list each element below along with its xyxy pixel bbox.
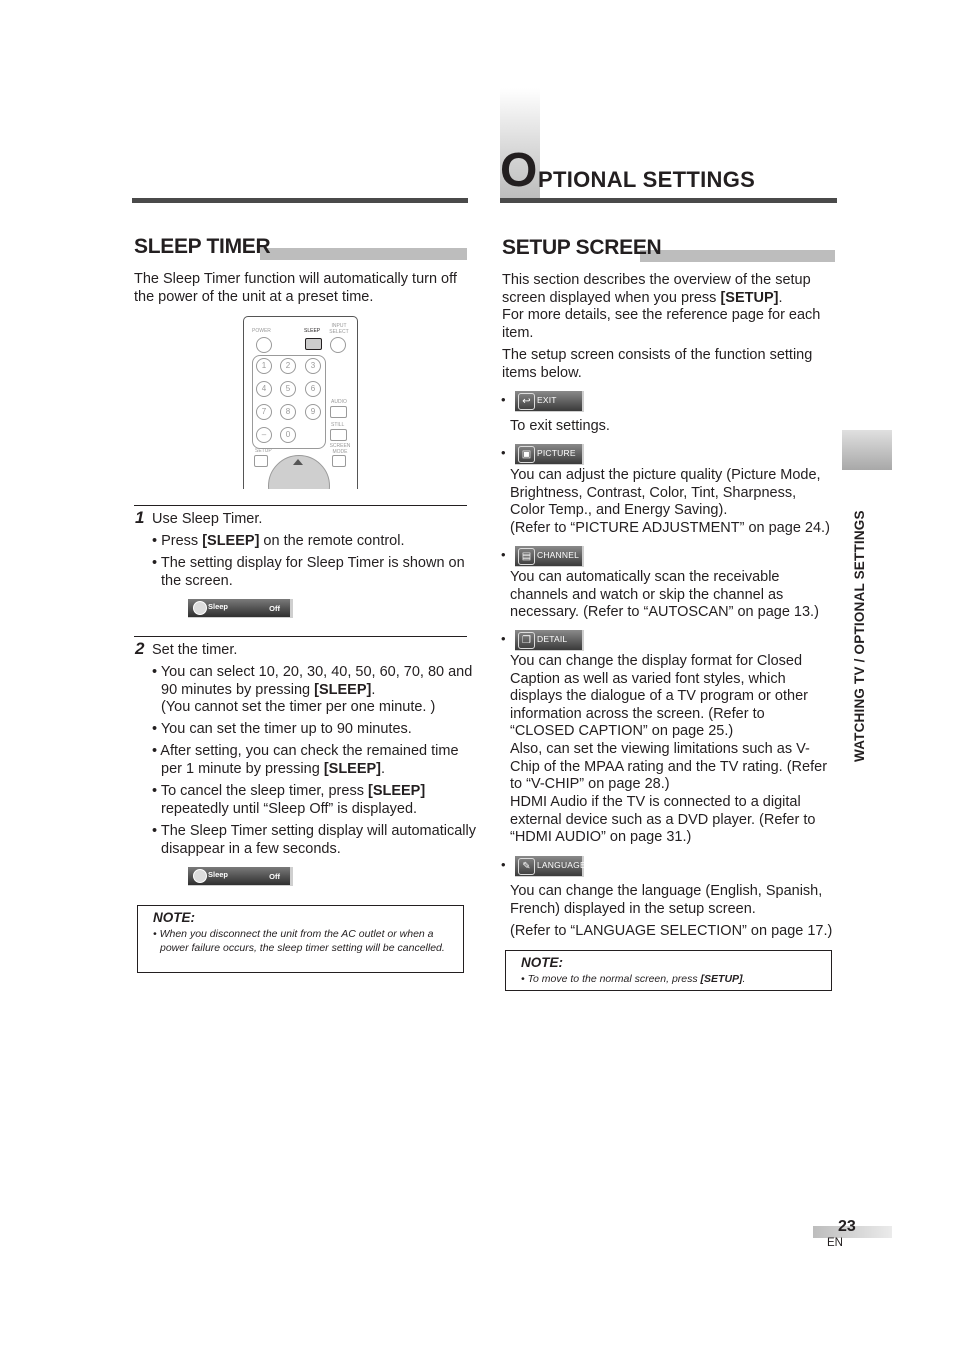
channel-icon: ▤ [518, 548, 535, 565]
step2-rule [134, 636, 467, 637]
remote-audio-label: AUDIO [331, 399, 347, 405]
bullet: • [501, 392, 506, 407]
remote-setup-button [254, 455, 268, 467]
remote-screen-mode-label: SCREEN MODE [329, 443, 351, 455]
sleep-timer-note-box [137, 905, 464, 973]
sleep-osd-display-2 [188, 867, 293, 886]
remote-key-1: 1 [256, 358, 272, 374]
detail-desc-3: HDMI Audio if the TV is connected to a digital external device such as a DVD player. (Refer to “HDMI AUDIO” on page 31.) [510, 794, 816, 846]
remote-key-5: 5 [280, 381, 296, 397]
setup-screen-consists: The setup screen consists of the function setting items below. [502, 347, 813, 381]
step1-rule [134, 505, 467, 506]
title-rule-left [132, 198, 468, 203]
remote-key-4: 4 [256, 381, 272, 397]
remote-control-illustration [243, 316, 358, 489]
sleep-clock-icon [193, 869, 207, 883]
remote-key-6: 6 [305, 381, 321, 397]
detail-icon: ❐ [518, 632, 535, 649]
sleep-timer-intro: The Sleep Timer function will automatically turn off the power of the unit at a preset time. [134, 271, 457, 305]
sleep-osd-display-1 [188, 599, 293, 618]
remote-power-label: POWER [252, 328, 271, 334]
osd-sleep-value: Off [269, 872, 280, 881]
picture-desc: You can adjust the picture quality (Picture Mode, Brightness, Contrast, Color, Tint, Sharpness, Color Temp., and Energy Saving). [510, 467, 821, 519]
setup-item-label: DETAIL [537, 634, 568, 644]
remote-key-0: 0 [280, 427, 296, 443]
osd-sleep-label: Sleep [208, 602, 229, 611]
remote-power-button [256, 337, 272, 353]
setup-item-label: PICTURE [537, 448, 576, 458]
setup-item-label: EXIT [537, 395, 557, 405]
side-tab-marker [842, 430, 892, 470]
channel-desc: You can automatically scan the receivable channels and watch or skip the channel as necessary. (Refer to “AUTOSCAN” on page 13.) [510, 569, 819, 621]
step2-bullet-1: • You can select 10, 20, 30, 40, 50, 60, 70, 80 and 90 minutes by pressing [SLEEP]. (You cannot set the timer per one minute. ) [152, 664, 473, 716]
step2-number: 2 [135, 639, 145, 658]
remote-audio-button [330, 406, 347, 418]
bullet: • [501, 445, 506, 460]
language-icon: ✎ [518, 858, 535, 875]
picture-icon: ▣ [518, 446, 535, 463]
sleep-timer-heading-bar [260, 248, 467, 260]
setup-item-picture [515, 444, 584, 465]
remote-setup-label: SETUP [255, 448, 272, 454]
remote-screen-mode-button [332, 455, 346, 467]
osd-sleep-label: Sleep [208, 870, 229, 879]
exit-desc: To exit settings. [510, 418, 610, 434]
bullet: • [501, 547, 506, 562]
step1-text: Use Sleep Timer. [152, 511, 263, 527]
remote-key-3: 3 [305, 358, 321, 374]
setup-item-language [515, 856, 584, 877]
note-text: • When you disconnect the unit from the AC outlet or when a power failure occurs, the sleep timer setting will be cancelled. [153, 928, 445, 954]
setup-screen-heading-bar [640, 250, 835, 262]
bullet: • [501, 857, 506, 872]
remote-input-select-button [330, 337, 346, 353]
step2-bullet-4: • To cancel the sleep timer, press [SLEEP] repeatedly until “Sleep Off” is displayed. [152, 783, 426, 817]
side-tab-label [838, 470, 886, 770]
remote-sleep-label: SLEEP [304, 328, 321, 334]
bullet: • [501, 631, 506, 646]
picture-ref: (Refer to “PICTURE ADJUSTMENT” on page 24.) [510, 520, 830, 536]
remote-input-select-label: INPUT SELECT [329, 323, 349, 335]
sleep-clock-icon [193, 601, 207, 615]
setup-screen-intro: This section describes the overview of the setup screen displayed when you press [SETUP]. [502, 272, 811, 306]
step2-bullet-5: • The Sleep Timer setting display will automatically disappear in a few seconds. [152, 823, 476, 857]
page-title: PTIONAL SETTINGS [538, 167, 756, 192]
language-desc: You can change the language (English, Spanish, French) displayed in the setup screen. [510, 883, 823, 917]
remote-still-label: STILL [331, 422, 345, 428]
sleep-timer-heading: SLEEP TIMER [134, 235, 271, 258]
setup-screen-details: For more details, see the reference page for each item. [502, 307, 821, 341]
step2-bullet-3: • After setting, you can check the remained time per 1 minute by pressing [SLEEP]. [152, 743, 459, 777]
side-tab-text: WATCHING TV / OPTIONAL SETTINGS [852, 510, 867, 762]
note-heading: NOTE: [153, 910, 195, 925]
step1-number: 1 [135, 508, 145, 527]
step1-bullet-2: • The setting display for Sleep Timer is shown on the screen. [152, 555, 465, 589]
step1-bullet-1: • Press [SLEEP] on the remote control. [152, 533, 405, 549]
remote-still-button [330, 429, 347, 441]
step2-text: Set the timer. [152, 642, 238, 658]
title-initial: O [500, 144, 538, 197]
setup-item-label: CHANNEL [537, 550, 580, 560]
remote-key-8: 8 [280, 404, 296, 420]
note-text: • To move to the normal screen, press [SETUP]. [521, 973, 746, 985]
setup-item-detail [515, 630, 584, 651]
exit-icon: ↩ [518, 393, 535, 410]
page-language: EN [827, 1237, 843, 1249]
page-number: 23 [838, 1218, 856, 1235]
remote-key-dash: – [256, 427, 272, 443]
osd-sleep-value: Off [269, 604, 280, 613]
setup-item-channel [515, 546, 584, 567]
step2-bullet-2: • You can set the timer up to 90 minutes. [152, 721, 412, 737]
remote-key-9: 9 [305, 404, 321, 420]
remote-key-7: 7 [256, 404, 272, 420]
title-rule-right [500, 198, 837, 203]
remote-dpad-up-icon [293, 459, 303, 465]
remote-key-2: 2 [280, 358, 296, 374]
note-heading: NOTE: [521, 955, 563, 970]
detail-desc: You can change the display format for Closed Caption as well as varied font styles, which displays the dialogue of a TV program or other information across the screen. (Refer to “CLOSED CAPTION” on page 25.) [510, 653, 808, 740]
setup-screen-note-box [505, 950, 832, 991]
language-ref: (Refer to “LANGUAGE SELECTION” on page 17.) [510, 923, 833, 939]
remote-sleep-button [305, 338, 322, 350]
detail-desc-2: Also, can set the viewing limitations such as V-Chip of the MPAA rating and the TV rating. (Refer to “V-CHIP” on page 28.) [510, 741, 828, 793]
setup-item-label: LANGUAGE [537, 860, 586, 870]
setup-item-exit [515, 391, 584, 412]
setup-screen-heading: SETUP SCREEN [502, 236, 662, 259]
